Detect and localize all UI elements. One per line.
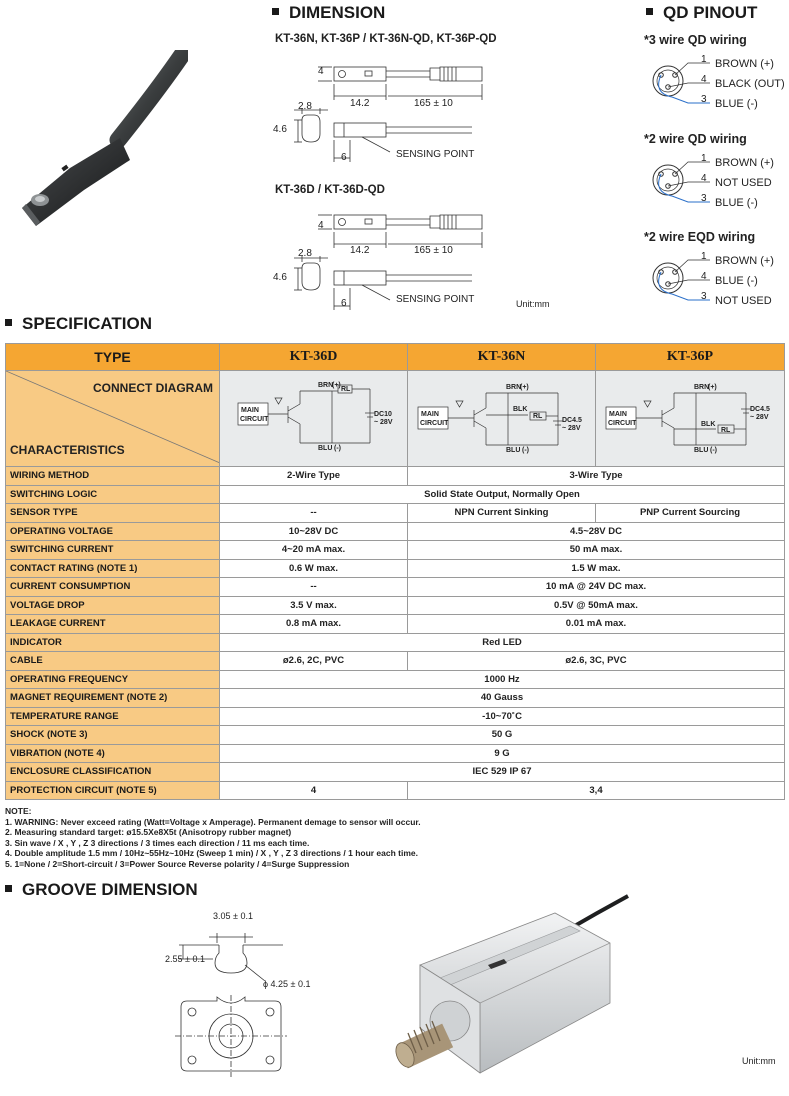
svg-text:BLK: BLK bbox=[513, 406, 528, 413]
spec-row-value: 0.8 mA max. bbox=[220, 615, 408, 634]
spec-row bbox=[6, 559, 785, 578]
dimension-group2-title: KT-36D / KT-36D-QD bbox=[275, 184, 385, 196]
spec-row-value: 3,4 bbox=[408, 781, 785, 800]
connector-face-icon bbox=[648, 250, 718, 312]
spec-row-value: Solid State Output, Normally Open bbox=[220, 485, 785, 504]
spec-header-row bbox=[6, 344, 785, 371]
svg-text:(+): (+) bbox=[708, 384, 717, 391]
connect-diagram-kt36n bbox=[408, 371, 596, 467]
svg-text:(+): (+) bbox=[332, 382, 341, 389]
cylinder-illustration bbox=[380, 893, 630, 1093]
note-5: 5. 1=None / 2=Short-circuit / 3=Power Source Reverse polarity / 4=Surge Suppression bbox=[5, 858, 350, 869]
spec-row bbox=[6, 670, 785, 689]
spec-row-label: TEMPERATURE RANGE bbox=[6, 707, 220, 726]
spec-row-label: OPERATING VOLTAGE bbox=[6, 522, 220, 541]
spec-row-value: NPN Current Sinking bbox=[408, 504, 596, 523]
dim-4-6b: 4.6 bbox=[273, 272, 287, 283]
dimension-group1-title: KT-36N, KT-36P / KT-36N-QD, KT-36P-QD bbox=[275, 33, 497, 45]
svg-text:RL: RL bbox=[341, 386, 351, 393]
svg-text:~ 28V: ~ 28V bbox=[562, 425, 581, 432]
spec-header-kt36d: KT-36D bbox=[220, 344, 408, 371]
groove-width-dim: 3.05 ± 0.1 bbox=[213, 911, 253, 921]
dim-14-2b: 14.2 bbox=[350, 245, 370, 256]
spec-row bbox=[6, 504, 785, 523]
svg-text:RL: RL bbox=[533, 413, 543, 420]
pin-number: 3 bbox=[701, 193, 707, 204]
svg-text:MAIN: MAIN bbox=[421, 411, 439, 418]
specification-title: SPECIFICATION bbox=[5, 314, 152, 334]
sensor-photo bbox=[8, 50, 188, 240]
spec-header-kt36n: KT-36N bbox=[408, 344, 596, 371]
characteristics-label: CHARACTERISTICS bbox=[10, 443, 125, 457]
pin-number: 4 bbox=[701, 74, 707, 85]
spec-row-label: MAGNET REQUIREMENT (NOTE 2) bbox=[6, 689, 220, 708]
dim-14-2: 14.2 bbox=[350, 98, 370, 109]
spec-row bbox=[6, 707, 785, 726]
pin-number: 1 bbox=[701, 54, 707, 65]
svg-text:~ 28V: ~ 28V bbox=[374, 419, 393, 426]
spec-row-label: WIRING METHOD bbox=[6, 467, 220, 486]
spec-row bbox=[6, 541, 785, 560]
spec-row bbox=[6, 596, 785, 615]
groove-diameter-dim: ϕ 4.25 ± 0.1 bbox=[263, 979, 311, 989]
svg-text:RL: RL bbox=[721, 427, 731, 434]
spec-row-label: SHOCK (NOTE 3) bbox=[6, 726, 220, 745]
spec-row bbox=[6, 726, 785, 745]
pinout-block-title: *3 wire QD wiring bbox=[644, 33, 747, 47]
svg-text:BRN: BRN bbox=[318, 382, 334, 389]
spec-row bbox=[6, 522, 785, 541]
circuit-kt36d bbox=[220, 371, 408, 463]
spec-row-value: 50 G bbox=[220, 726, 785, 745]
spec-row-value: 40 Gauss bbox=[220, 689, 785, 708]
svg-text:(-): (-) bbox=[522, 447, 529, 454]
svg-text:BLK: BLK bbox=[701, 421, 716, 428]
dim-4-6: 4.6 bbox=[273, 124, 287, 135]
spec-row bbox=[6, 578, 785, 597]
spec-row-value: 4 bbox=[220, 781, 408, 800]
svg-text:(-): (-) bbox=[710, 447, 717, 454]
svg-text:CIRCUIT: CIRCUIT bbox=[608, 420, 637, 427]
notes-title: NOTE: bbox=[5, 806, 32, 816]
svg-text:(-): (-) bbox=[334, 445, 341, 452]
wire-label: BLUE (-) bbox=[715, 98, 758, 110]
spec-header-kt36p: KT-36P bbox=[596, 344, 785, 371]
spec-row-label: CONTACT RATING (NOTE 1) bbox=[6, 559, 220, 578]
pin-number: 4 bbox=[701, 173, 707, 184]
connector-face-icon bbox=[648, 53, 718, 115]
spec-row bbox=[6, 744, 785, 763]
wire-label: NOT USED bbox=[715, 177, 772, 189]
wire-label: BROWN (+) bbox=[715, 255, 774, 267]
spec-row bbox=[6, 615, 785, 634]
spec-row-value: -- bbox=[220, 578, 408, 597]
note-3: 3. Sin wave / X , Y , Z 3 directions / 3 times each direction / 11 ms each time. bbox=[5, 837, 310, 848]
svg-text:MAIN: MAIN bbox=[241, 407, 259, 414]
pin-number: 4 bbox=[701, 271, 707, 282]
spec-row bbox=[6, 689, 785, 708]
svg-text:BLU: BLU bbox=[318, 445, 333, 452]
pinout-block-title: *2 wire QD wiring bbox=[644, 132, 747, 146]
spec-row-value: -10~70˚C bbox=[220, 707, 785, 726]
connect-diagram-kt36d bbox=[220, 371, 408, 467]
spec-rows bbox=[6, 467, 785, 800]
spec-row bbox=[6, 781, 785, 800]
svg-text:BLU: BLU bbox=[694, 447, 709, 454]
wire-label: NOT USED bbox=[715, 295, 772, 307]
groove-drawing bbox=[165, 915, 315, 1095]
spec-row-value: Red LED bbox=[220, 633, 785, 652]
spec-row-label: SWITCHING CURRENT bbox=[6, 541, 220, 560]
spec-row-label: SWITCHING LOGIC bbox=[6, 485, 220, 504]
svg-text:DC4.5: DC4.5 bbox=[562, 417, 582, 424]
pin-number: 1 bbox=[701, 153, 707, 164]
spec-row-value: 9 G bbox=[220, 744, 785, 763]
spec-row-label: VOLTAGE DROP bbox=[6, 596, 220, 615]
dim-6b: 6 bbox=[341, 298, 347, 309]
svg-text:BRN: BRN bbox=[694, 384, 710, 391]
pin-number: 3 bbox=[701, 291, 707, 302]
pin-number: 1 bbox=[701, 251, 707, 262]
dim-4b: 4 bbox=[318, 220, 324, 231]
pinout-title: QD PINOUT bbox=[646, 3, 757, 23]
note-1: 1. WARNING: Never exceed rating (Watt=Voltage x Amperage). Permanent demage to sensor will occur. bbox=[5, 816, 421, 827]
notes-block bbox=[5, 806, 605, 869]
svg-text:CIRCUIT: CIRCUIT bbox=[420, 420, 449, 427]
circuit-kt36n bbox=[408, 371, 596, 463]
dim-165b: 165 ± 10 bbox=[414, 245, 453, 256]
spec-row-label: OPERATING FREQUENCY bbox=[6, 670, 220, 689]
svg-text:DC4.5: DC4.5 bbox=[750, 406, 770, 413]
spec-row-value: 10 mA @ 24V DC max. bbox=[408, 578, 785, 597]
spec-row-label: SENSOR TYPE bbox=[6, 504, 220, 523]
dimension-unit: Unit:mm bbox=[516, 299, 550, 309]
spec-row-label: LEAKAGE CURRENT bbox=[6, 615, 220, 634]
spec-row-value: 0.6 W max. bbox=[220, 559, 408, 578]
wire-label: BLACK (OUT) bbox=[715, 78, 785, 90]
spec-row-label: ENCLOSURE CLASSIFICATION bbox=[6, 763, 220, 782]
svg-text:DC10: DC10 bbox=[374, 411, 392, 418]
spec-row bbox=[6, 652, 785, 671]
wire-label: BLUE (-) bbox=[715, 275, 758, 287]
groove-depth-dim: 2.55 ± 0.1 bbox=[165, 954, 205, 964]
spec-row-value: 3-Wire Type bbox=[408, 467, 785, 486]
note-4: 4. Double amplitude 1.5 mm / 10Hz~55Hz~10Hz (Sweep 1 min) / X , Y , Z 3 directions / 1 hour each time. bbox=[5, 848, 419, 858]
svg-text:BLU: BLU bbox=[506, 447, 521, 454]
spec-row-value: 1000 Hz bbox=[220, 670, 785, 689]
spec-row-label: CURRENT CONSUMPTION bbox=[6, 578, 220, 597]
wire-label: BLUE (-) bbox=[715, 197, 758, 209]
sensing-point-label: SENSING POINT bbox=[396, 149, 475, 160]
spec-row bbox=[6, 763, 785, 782]
spec-row bbox=[6, 467, 785, 486]
spec-row-value: ø2.6, 3C, PVC bbox=[408, 652, 785, 671]
connect-diagram-kt36p bbox=[596, 371, 785, 467]
dim-165: 165 ± 10 bbox=[414, 98, 453, 109]
pin-number: 3 bbox=[701, 94, 707, 105]
groove-unit: Unit:mm bbox=[742, 1056, 776, 1066]
connect-diagram-label-cell bbox=[6, 371, 220, 467]
spec-row-label: CABLE bbox=[6, 652, 220, 671]
spec-row-value: 50 mA max. bbox=[408, 541, 785, 560]
svg-text:(+): (+) bbox=[520, 384, 529, 391]
connect-diagram-label: CONNECT DIAGRAM bbox=[93, 381, 213, 395]
spec-row bbox=[6, 633, 785, 652]
spec-row bbox=[6, 485, 785, 504]
spec-row-label: PROTECTION CIRCUIT (NOTE 5) bbox=[6, 781, 220, 800]
spec-row-value: 10~28V DC bbox=[220, 522, 408, 541]
spec-row-value: 4.5~28V DC bbox=[408, 522, 785, 541]
pinout-block-title: *2 wire EQD wiring bbox=[644, 230, 756, 244]
spec-row-value: 1.5 W max. bbox=[408, 559, 785, 578]
wire-label: BROWN (+) bbox=[715, 58, 774, 70]
sensing-point-label-2: SENSING POINT bbox=[396, 294, 475, 305]
spec-row-value: PNP Current Sourcing bbox=[596, 504, 785, 523]
dimension-title: DIMENSION bbox=[272, 3, 385, 23]
spec-row-value: ø2.6, 2C, PVC bbox=[220, 652, 408, 671]
svg-text:~ 28V: ~ 28V bbox=[750, 414, 769, 421]
spec-row-value: -- bbox=[220, 504, 408, 523]
circuit-kt36p bbox=[596, 371, 785, 463]
spec-row-label: VIBRATION (NOTE 4) bbox=[6, 744, 220, 763]
spec-header-type: TYPE bbox=[6, 344, 220, 371]
dim-2-8: 2.8 bbox=[298, 101, 312, 112]
spec-row-value: 0.5V @ 50mA max. bbox=[408, 596, 785, 615]
svg-text:MAIN: MAIN bbox=[609, 411, 627, 418]
groove-title: GROOVE DIMENSION bbox=[5, 880, 198, 900]
svg-text:CIRCUIT: CIRCUIT bbox=[240, 416, 269, 423]
spec-row-value: 4~20 mA max. bbox=[220, 541, 408, 560]
wire-label: BROWN (+) bbox=[715, 157, 774, 169]
dim-2-8b: 2.8 bbox=[298, 248, 312, 259]
svg-text:BRN: BRN bbox=[506, 384, 522, 391]
dim-6: 6 bbox=[341, 152, 347, 163]
specification-table bbox=[5, 343, 785, 800]
note-2: 2. Measuring standard target: ø15.5Xe8X5t (Anisotropy rubber magnet) bbox=[5, 827, 292, 837]
dim-4: 4 bbox=[318, 66, 324, 77]
spec-row-value: 2-Wire Type bbox=[220, 467, 408, 486]
spec-row-value: IEC 529 IP 67 bbox=[220, 763, 785, 782]
connector-face-icon bbox=[648, 152, 718, 214]
spec-row-label: INDICATOR bbox=[6, 633, 220, 652]
spec-row-value: 3.5 V max. bbox=[220, 596, 408, 615]
spec-connect-diagram-row bbox=[6, 371, 785, 467]
spec-row-value: 0.01 mA max. bbox=[408, 615, 785, 634]
